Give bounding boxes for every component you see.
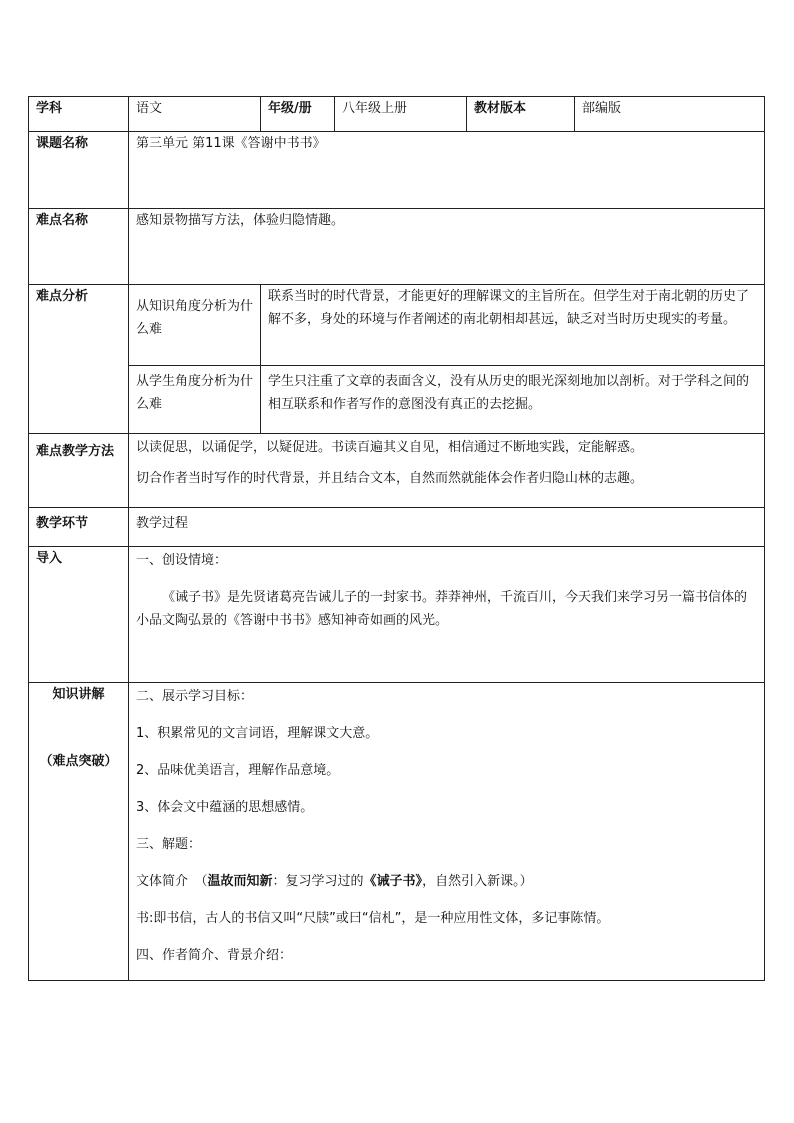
edition-label: 教材版本 (467, 97, 575, 132)
grade-label: 年级/册 (261, 97, 335, 132)
topic-value: 第三单元 第11课《答谢中书书》 (129, 132, 765, 209)
intro-heading: 一、创设情境： (136, 553, 228, 568)
method-row (29, 434, 765, 508)
grade-value: 八年级上册 (335, 97, 467, 132)
process-value: 教学过程 (129, 508, 765, 547)
knowledge-label-cell (29, 683, 129, 981)
intro-row (29, 547, 765, 683)
topic-label: 课题名称 (29, 132, 129, 209)
topic-row (29, 132, 765, 209)
knowledge-angle-label: 从知识角度分析为什么难 (129, 285, 261, 366)
method-label: 难点教学方法 (29, 434, 129, 508)
style-intro (136, 870, 757, 893)
knowledge-sublabel: （难点突破） (39, 754, 118, 769)
solve-heading: 三、解题： (136, 837, 202, 852)
student-angle-text: 学生只注重了文章的表面含义，没有从历史的眼光深刻地加以剖析。对于学科之间的相互联系和作者写作的意图没有真正的去挖掘。 (261, 366, 765, 434)
subject-label: 学科 (29, 97, 129, 132)
difficulty-row (29, 209, 765, 285)
goal-item: 1、积累常见的文言词语，理解课文大意。 (136, 726, 379, 741)
style-intro-bold-1: 温故而知新 (207, 874, 273, 889)
lesson-plan-table (28, 96, 765, 981)
intro-content (129, 547, 765, 683)
difficulty-label: 难点名称 (29, 209, 129, 285)
style-intro-mid: ：复习学习过的 (272, 874, 364, 889)
method-line-1: 以读促思，以诵促学，以疑促进。书读百遍其义自见，相信通过不断地实践，定能解惑。 (136, 440, 644, 455)
analysis-label: 难点分析 (29, 285, 129, 434)
header-row (29, 97, 765, 132)
method-line-2: 切合作者当时写作的时代背景，并且结合文本，自然而然就能体会作者归隐山林的志趣。 (136, 471, 644, 486)
subject-value: 语文 (129, 97, 261, 132)
author-heading: 四、作者简介、背景介绍： (136, 948, 293, 963)
intro-text: 《诫子书》是先贤诸葛亮告诫儿子的一封家书。莽莽神州，千流百川，今天我们来学习另一篇书信体的小品文陶弘景的《答谢中书书》感知神奇如画的风光。 (136, 590, 748, 628)
style-intro-prefix: 文体简介 （ (136, 874, 208, 889)
knowledge-row (29, 683, 765, 981)
knowledge-label: 知识讲解 (52, 687, 105, 702)
process-header-row (29, 508, 765, 547)
process-label: 教学环节 (29, 508, 129, 547)
knowledge-content (129, 683, 765, 981)
knowledge-angle-text: 联系当时的时代背景，才能更好的理解课文的主旨所在。但学生对于南北朝的历史了解不多，身处的环境与作者阐述的南北朝相却甚远，缺乏对当时历史现实的考量。 (261, 285, 765, 366)
method-content (129, 434, 765, 508)
analysis-student-row (29, 366, 765, 434)
intro-label: 导入 (29, 547, 129, 683)
student-angle-label: 从学生角度分析为什么难 (129, 366, 261, 434)
goal-item: 2、品味优美语言，理解作品意境。 (136, 763, 340, 778)
edition-value: 部编版 (575, 97, 765, 132)
analysis-knowledge-row (29, 285, 765, 366)
difficulty-value: 感知景物描写方法，体验归隐情趣。 (129, 209, 765, 285)
goal-item: 3、体会文中蕴涵的思想感情。 (136, 800, 314, 815)
style-intro-bold-2: 《诫子书》 (363, 874, 423, 889)
letter-definition: 书:即书信，古人的书信又叫“尺牍”或曰“信札”，是一种应用性文体，多记事陈情。 (136, 911, 610, 926)
style-intro-suffix: ，自然引入新课。） (422, 874, 533, 889)
goals-heading: 二、展示学习目标： (136, 689, 254, 704)
